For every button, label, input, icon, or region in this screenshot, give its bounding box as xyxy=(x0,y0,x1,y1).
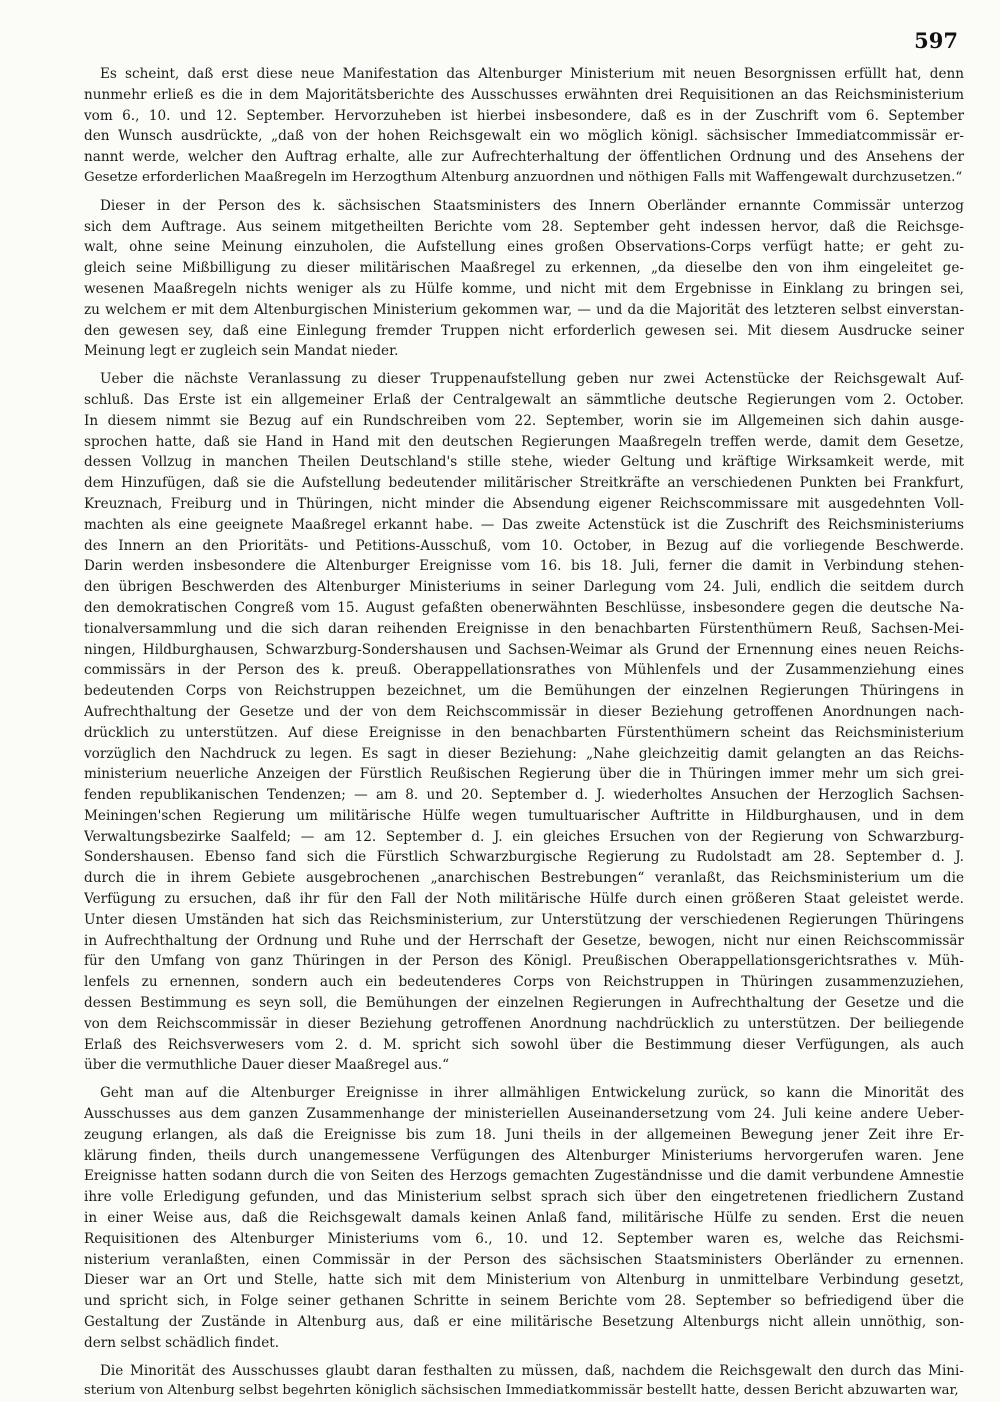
text-line: walt, ohne seine Meinung einzuholen, die Aufstellung eines großen Observations-Corps verfügt hatte; er geht zu- xyxy=(84,239,964,256)
text-line: nannt werde, welcher den Auftrag erhalte, alle zur Aufrechterhaltung der öffentlichen Ordnung und des Ansehens der xyxy=(84,149,964,166)
text-line: vorzüglich den Nachdruck zu legen. Es sagt in dieser Beziehung: „Nahe gleichzeitig damit gelangten an das Reichs- xyxy=(84,745,964,762)
text-line: Die Minorität des Ausschusses glaubt daran festhalten zu müssen, daß, nachdem die Reichsgewalt den durch das Mini- xyxy=(100,1362,964,1379)
paragraph xyxy=(84,1083,964,1353)
text-line: Erlaß des Reichsverwesers vom 2. d. M. spricht sich sowohl über die Bestimmung dieser Verfügungen, als auch xyxy=(84,1036,964,1053)
text-line: Meiningen'schen Regierung um militärische Hülfe wegen tumultuarischer Auftritte in Hildburghausen, und in dem xyxy=(84,807,964,824)
text-line: Ausschusses aus dem ganzen Zusammenhange der ministeriellen Auseinandersetzung vom 24. Juli keine andere Ueber- xyxy=(84,1106,964,1123)
paragraph xyxy=(84,64,964,189)
text-line: wesenen Maaßregeln nichts weniger als zu Hülfe komme, und nicht mit dem Ergebnisse in Einklang zu bringen sei, xyxy=(84,280,964,297)
text-line: dessen Vollzug in manchen Theilen Deutschland's stille stehe, wieder Geltung und kräftige Wirksamkeit werde, mit xyxy=(84,454,964,471)
paragraph xyxy=(84,196,964,362)
text-line: in Aufrechthaltung der Ordnung und Ruhe und der Herrschaft der Gesetze, bewogen, nicht nur einen Reichscommissär xyxy=(84,932,964,949)
text-line: Geht man auf die Altenburger Ereignisse in ihrer allmähligen Entwickelung zurück, so kann die Minorität des xyxy=(100,1085,964,1102)
text-line: zeugung erlangen, als daß die Ereignisse bis zum 18. Juni theils in der allgemeinen Bewegung jener Zeit ihre Er- xyxy=(84,1126,964,1143)
text-line: Aufrechthaltung der Gesetze und der von dem Reichscommissär in dieser Beziehung getroffenen Anordnungen nach- xyxy=(84,703,964,720)
text-line: durch die in ihrem Gebiete ausgebrochenen „anarchischen Bestrebungen“ veranlaßt, das Reichsministerium um die xyxy=(84,870,964,887)
text-line: dern selbst schädlich findet. xyxy=(84,1334,280,1351)
text-line: den demokratischen Congreß vom 15. August gefaßten obenerwähnten Beschlüsse, insbesondere gegen die deutsche Na- xyxy=(84,599,964,616)
text-line: Meinung legt er zugleich sein Mandat nieder. xyxy=(84,343,399,360)
text-line: Gesetze erforderlichen Maaßregeln im Herzogthum Altenburg anzuordnen und nöthigen Falls mit Waffengewalt durchzusetzen.“ xyxy=(84,169,963,185)
text-line: ningen, Hildburghausen, Schwarzburg-Sondershausen und Sachsen-Weimar als Grund der Ernennung eines neuen Reichs- xyxy=(84,641,964,658)
text-line: den gewesen sey, daß eine Einlegung fremder Truppen nicht erforderlich gewesen sei. Mit diesem Ausdrucke seiner xyxy=(84,322,964,339)
text-line: ministerium neuerliche Anzeigen der Fürstlich Reußischen Regierung über die in Thüringen immer mehr um sich grei- xyxy=(84,766,964,783)
text-line: gleich seine Mißbilligung zu dieser militärischen Maaßregel zu erkennen, „da dieselbe den von ihm eingeleitet ge- xyxy=(84,260,964,277)
text-line: Darin werden insbesondere die Altenburger Ereignisse vom 16. bis 18. Juli, ferner die damit in Verbindung stehen- xyxy=(84,558,964,575)
text-line: lenfels zu ernennen, sondern auch ein bedeutenderes Corps von Reichstruppen in Thüringen zusammenzuziehen, xyxy=(84,974,964,991)
text-line: machten als eine geeignete Maaßregel erkannt habe. — Das zweite Actenstück ist die Zuschrift des Reichsministeriums xyxy=(84,516,964,533)
page-number: 597 xyxy=(914,28,958,53)
text-line: In diesem nimmt sie Bezug auf ein Rundschreiben vom 22. September, worin sie im Allgemeinen sich dahin ausge- xyxy=(84,412,964,429)
text-line: drücklich zu unterstützen. Auf diese Ereignisse in den benachbarten Fürstenthümern scheint das Reichsministerium xyxy=(84,724,964,741)
text-line: von dem Reichscommissär in dieser Beziehung getroffenen Anordnung nachdrücklich zu unterstützen. Der beiliegende xyxy=(84,1015,964,1032)
text-line: commissärs in der Person des k. preuß. Oberappellationsrathes von Mühlenfels und der Zusammenziehung eines xyxy=(84,662,964,679)
text-line: Ueber die nächste Veranlassung zu dieser Truppenaufstellung geben nur zwei Actenstücke der Reichsgewalt Auf- xyxy=(100,371,964,388)
text-line: Verwaltungsbezirke Saalfeld; — am 12. September d. J. ein gleiches Ersuchen von der Regierung von Schwarzburg- xyxy=(84,828,964,845)
text-line: zu welchem er mit dem Altenburgischen Ministerium gekommen war, — und da die Majorität des letzteren selbst einverstan- xyxy=(84,301,964,318)
text-line: nunmehr erließ es die in dem Majoritätsberichte des Ausschusses erwähnten drei Requisitionen an das Reichsministerium xyxy=(84,86,964,103)
text-line: den übrigen Beschwerden des Altenburger Ministeriums in seiner Darlegung vom 24. Juli, endlich die seitdem durch xyxy=(84,579,964,596)
text-line: Dieser in der Person des k. sächsischen Staatsministers des Innern Oberländer ernannte Commissär unterzog xyxy=(100,197,964,214)
text-line: Es scheint, daß erst diese neue Manifestation das Altenburger Ministerium mit neuen Besorgnissen erfüllt hat, denn xyxy=(100,66,964,82)
text-line: schluß. Das Erste ist ein allgemeiner Erlaß der Centralgewalt an sämmtliche deutsche Regierungen vom 2. October. xyxy=(84,391,964,408)
text-line: Ereignisse hatten sodann durch die von Seiten des Herzogs gemachten Zugeständnisse und die damit verbundene Amnestie xyxy=(84,1168,964,1185)
text-line: dem Hinzufügen, daß sie die Aufstellung bedeutender militärischer Streitkräfte an verschiedenen Punkten bei Frankfurt, xyxy=(84,475,964,492)
paragraph xyxy=(84,1361,964,1402)
text-line: fenden republikanischen Tendenzen; — am 8. und 20. September d. J. wiederholtes Ansuchen der Herzoglich Sachsen- xyxy=(84,787,964,804)
text-line: ihre volle Erledigung gefunden, und das Ministerium selbst sprach sich über den eingetretenen friedlichern Zustand xyxy=(84,1189,964,1206)
body-text xyxy=(84,64,964,1402)
text-line: tionalversammlung und die sich daran reihenden Ereignisse in den benachbarten Fürstenthümern Reuß, Sachsen-Mei- xyxy=(84,620,964,637)
text-line: klärung finden, theils durch unangemessene Verfügungen des Altenburger Ministeriums hervorgerufen waren. Jene xyxy=(84,1147,964,1164)
text-line: Kreuznach, Freiburg und in Thüringen, nicht minder die Absendung eigener Reichscommissare mit ausgedehnten Voll- xyxy=(84,495,964,512)
text-line: Requisitionen des Altenburger Ministeriums vom 6., 10. und 12. September waren es, welche das Reichsmi- xyxy=(84,1230,964,1247)
text-line: sterium von Altenburg selbst begehrten königlich sächsischen Immediatkommissär bestellt hatte, dessen Bericht abzuwarten war, xyxy=(84,1383,959,1399)
text-line: in einer Weise aus, daß die Reichsgewalt damals keinen Anlaß fand, militärische Hülfe zu senden. Erst die neuen xyxy=(84,1210,964,1227)
text-line: über die vermuthliche Dauer dieser Maaßregel aus.“ xyxy=(84,1057,450,1074)
text-line: dessen Bestimmung es seyn soll, die Bemühungen der einzelnen Regierungen in Aufrechthaltung der Gesetze und die xyxy=(84,995,964,1012)
text-line: nisterium veranlaßten, einen Commissär in der Person des sächsischen Staatsministers Oberländer zu ernennen. xyxy=(84,1251,964,1268)
text-line: sprochen hatte, daß sie Hand in Hand mit den deutschen Regierungen Maaßregeln treffen werde, damit dem Gesetze, xyxy=(84,433,964,450)
text-line: Unter diesen Umständen hat sich das Reichsministerium, zur Unterstützung der verschiedenen Regierungen Thüringens xyxy=(84,911,964,928)
text-line: für den Umfang von ganz Thüringen in der Person des Königl. Preußischen Oberappellationsgerichtsrathes v. Müh- xyxy=(84,953,964,970)
text-line: bedeutenden Corps von Reichstruppen bezeichnet, um die Bemühungen der einzelnen Regierungen Thüringens in xyxy=(84,683,964,700)
text-line: und spricht sich, in Folge seiner gethanen Schritte in seinem Berichte vom 28. September so befriedigend über die xyxy=(84,1293,964,1310)
text-line: Gestaltung der Zustände in Altenburg aus, daß er eine militärische Besetzung Altenburgs nicht allein unnöthig, son- xyxy=(84,1314,964,1331)
text-line: des Innern an den Prioritäts- und Petitions-Ausschuß, vom 10. October, in Bezug auf die vorliegende Beschwerde. xyxy=(84,537,964,554)
text-line: vom 6., 10. und 12. September. Hervorzuheben ist hierbei insbesondere, daß es in der Zuschrift vom 6. September xyxy=(84,107,964,124)
text-line: Dieser war an Ort und Stelle, hatte sich mit dem Ministerium von Altenburg in unmittelbare Verbindung gesetzt, xyxy=(84,1272,964,1289)
text-line: Sondershausen. Ebenso fand sich die Fürstlich Schwarzburgische Regierung zu Rudolstadt am 28. September d. J. xyxy=(84,849,964,866)
text-line: den Wunsch ausdrückte, „daß von der hohen Reichsgewalt ein wo möglich königl. sächsischer Immediatcommissär er- xyxy=(84,128,964,145)
text-line: Verfügung zu ersuchen, daß ihr für den Fall der Noth militärische Hülfe durch einen größeren Staat geleistet werde. xyxy=(84,891,964,908)
text-line: sich dem Auftrage. Aus seinem mitgetheilten Berichte vom 28. September geht indessen hervor, daß die Reichsge- xyxy=(84,218,964,235)
paragraph xyxy=(84,369,964,1076)
